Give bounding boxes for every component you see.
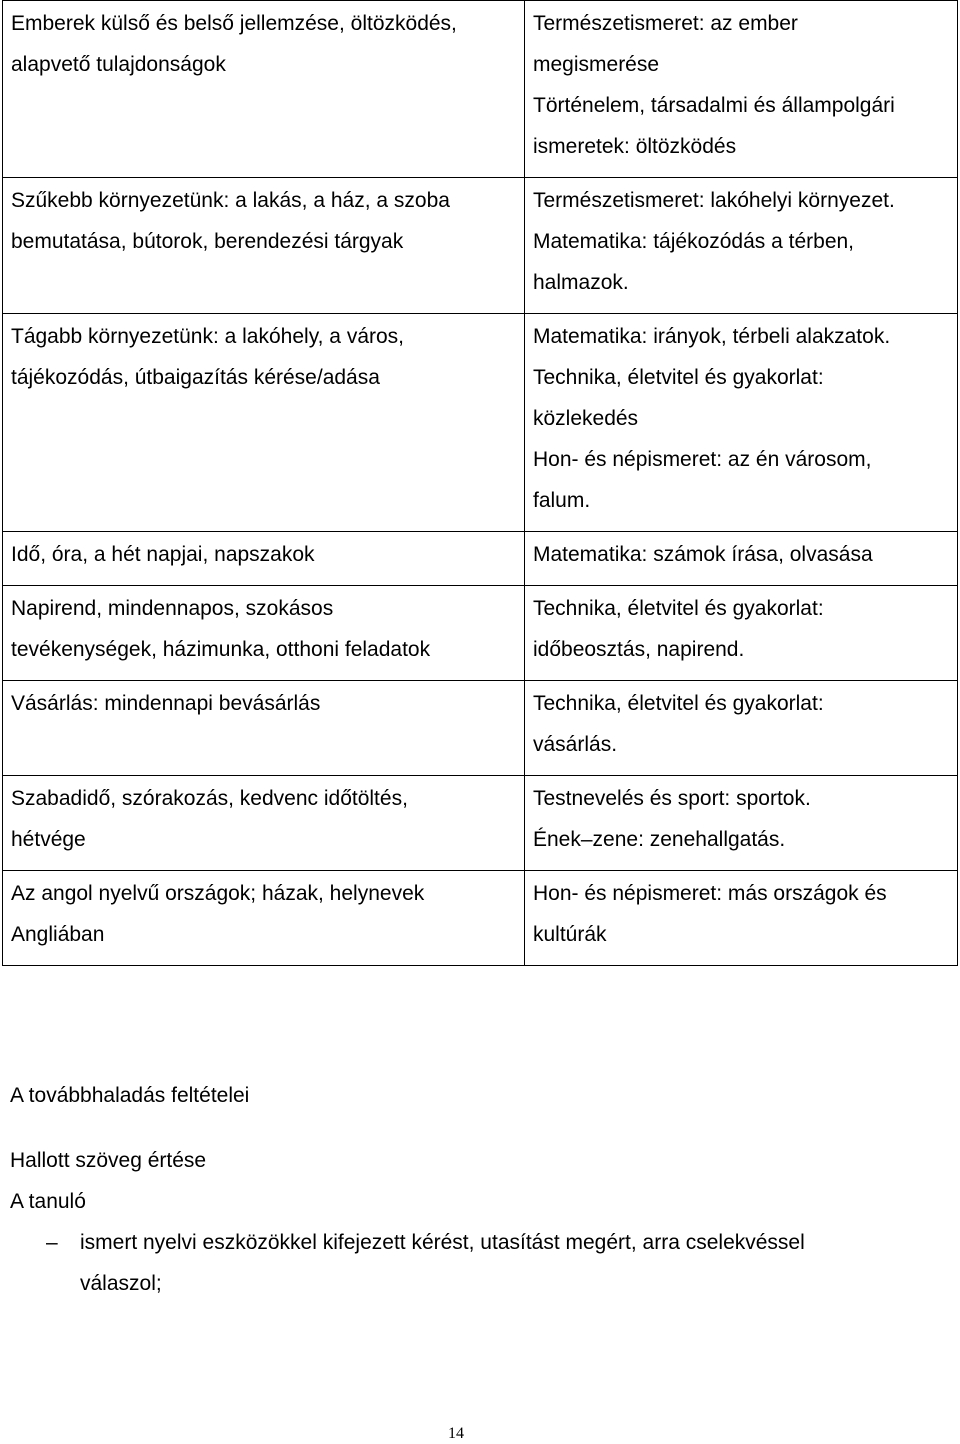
topic-cell [3,314,525,532]
topic-cell [3,776,525,871]
connection-text: Ének–zene: zenehallgatás. [533,828,786,851]
connection-text: Természetismeret: lakóhelyi környezet. [533,189,895,212]
connection-text: Technika, életvitel és gyakorlat: [533,597,824,620]
requirements-heading: A továbbhaladás feltételei [10,1084,250,1107]
connection-text: falum. [533,489,591,512]
topics-table-body [3,1,958,966]
connection-text: időbeosztás, napirend. [533,638,745,661]
cross-curricular-cell [525,776,958,871]
cross-curricular-cell [525,586,958,681]
topic-text: Vásárlás: mindennapi bevásárlás [11,692,321,715]
table-row [3,871,958,966]
connection-text: halmazok. [533,271,629,294]
requirements-heading-block [10,1075,940,1116]
table-row [3,532,958,586]
topic-text: Az angol nyelvű országok; házak, helynevek [11,882,425,905]
topic-text: tájékozódás, útbaigazítás kérése/adása [11,366,380,389]
table-row [3,586,958,681]
cross-curricular-cell [525,871,958,966]
connection-text: ismeretek: öltözködés [533,135,737,158]
listening-section [10,1140,940,1304]
table-row [3,1,958,178]
page-number: 14 [448,1425,464,1442]
connection-text: Matematika: irányok, térbeli alakzatok. [533,325,891,348]
topic-text: Idő, óra, a hét napjai, napszakok [11,543,315,566]
table-row [3,776,958,871]
connection-text: Matematika: tájékozódás a térben, [533,230,855,253]
topic-text: alapvető tulajdonságok [11,53,226,76]
connection-text: Technika, életvitel és gyakorlat: [533,366,824,389]
topic-text: Szabadidő, szórakozás, kedvenc időtöltés, [11,787,408,810]
cross-curricular-cell [525,1,958,178]
learner-label: A tanuló [10,1190,86,1213]
connection-text: vásárlás. [533,733,618,756]
topic-cell [3,178,525,314]
table-row [3,681,958,776]
topic-text: Angliában [11,923,105,946]
connection-text: Technika, életvitel és gyakorlat: [533,692,824,715]
bullet-line-2: válaszol; [80,1272,162,1295]
connection-text: Természetismeret: az ember [533,12,798,35]
bullet-dash: – [46,1231,58,1254]
topic-text: Tágabb környezetünk: a lakóhely, a város, [11,325,405,348]
listening-subheading: Hallott szöveg értése [10,1149,207,1172]
bullet-line-1: ismert nyelvi eszközökkel kifejezett kérést, utasítást megért, arra cselekvéssel [80,1231,805,1254]
topic-text: hétvége [11,828,86,851]
topic-cell [3,681,525,776]
cross-curricular-cell [525,314,958,532]
table-row [3,314,958,532]
topic-text: Szűkebb környezetünk: a lakás, a ház, a szoba [11,189,450,212]
topic-cell [3,586,525,681]
cross-curricular-cell [525,681,958,776]
table-row [3,178,958,314]
topic-cell [3,871,525,966]
cross-curricular-cell [525,532,958,586]
connection-text: megismerése [533,53,660,76]
topic-text: tevékenységek, házimunka, otthoni feladatok [11,638,431,661]
topic-cell [3,1,525,178]
topic-text: bemutatása, bútorok, berendezési tárgyak [11,230,404,253]
connection-text: közlekedés [533,407,639,430]
connection-text: Hon- és népismeret: más országok és [533,882,887,905]
connection-text: Matematika: számok írása, olvasása [533,543,873,566]
connection-text: Testnevelés és sport: sportok. [533,787,811,810]
connection-text: Hon- és népismeret: az én városom, [533,448,872,471]
requirement-bullet [10,1222,940,1304]
topic-cell [3,532,525,586]
topic-text: Napirend, mindennapos, szokásos [11,597,334,620]
connection-text: Történelem, társadalmi és állampolgári [533,94,895,117]
topics-table [2,0,958,966]
topic-text: Emberek külső és belső jellemzése, öltözködés, [11,12,457,35]
connection-text: kultúrák [533,923,607,946]
cross-curricular-cell [525,178,958,314]
